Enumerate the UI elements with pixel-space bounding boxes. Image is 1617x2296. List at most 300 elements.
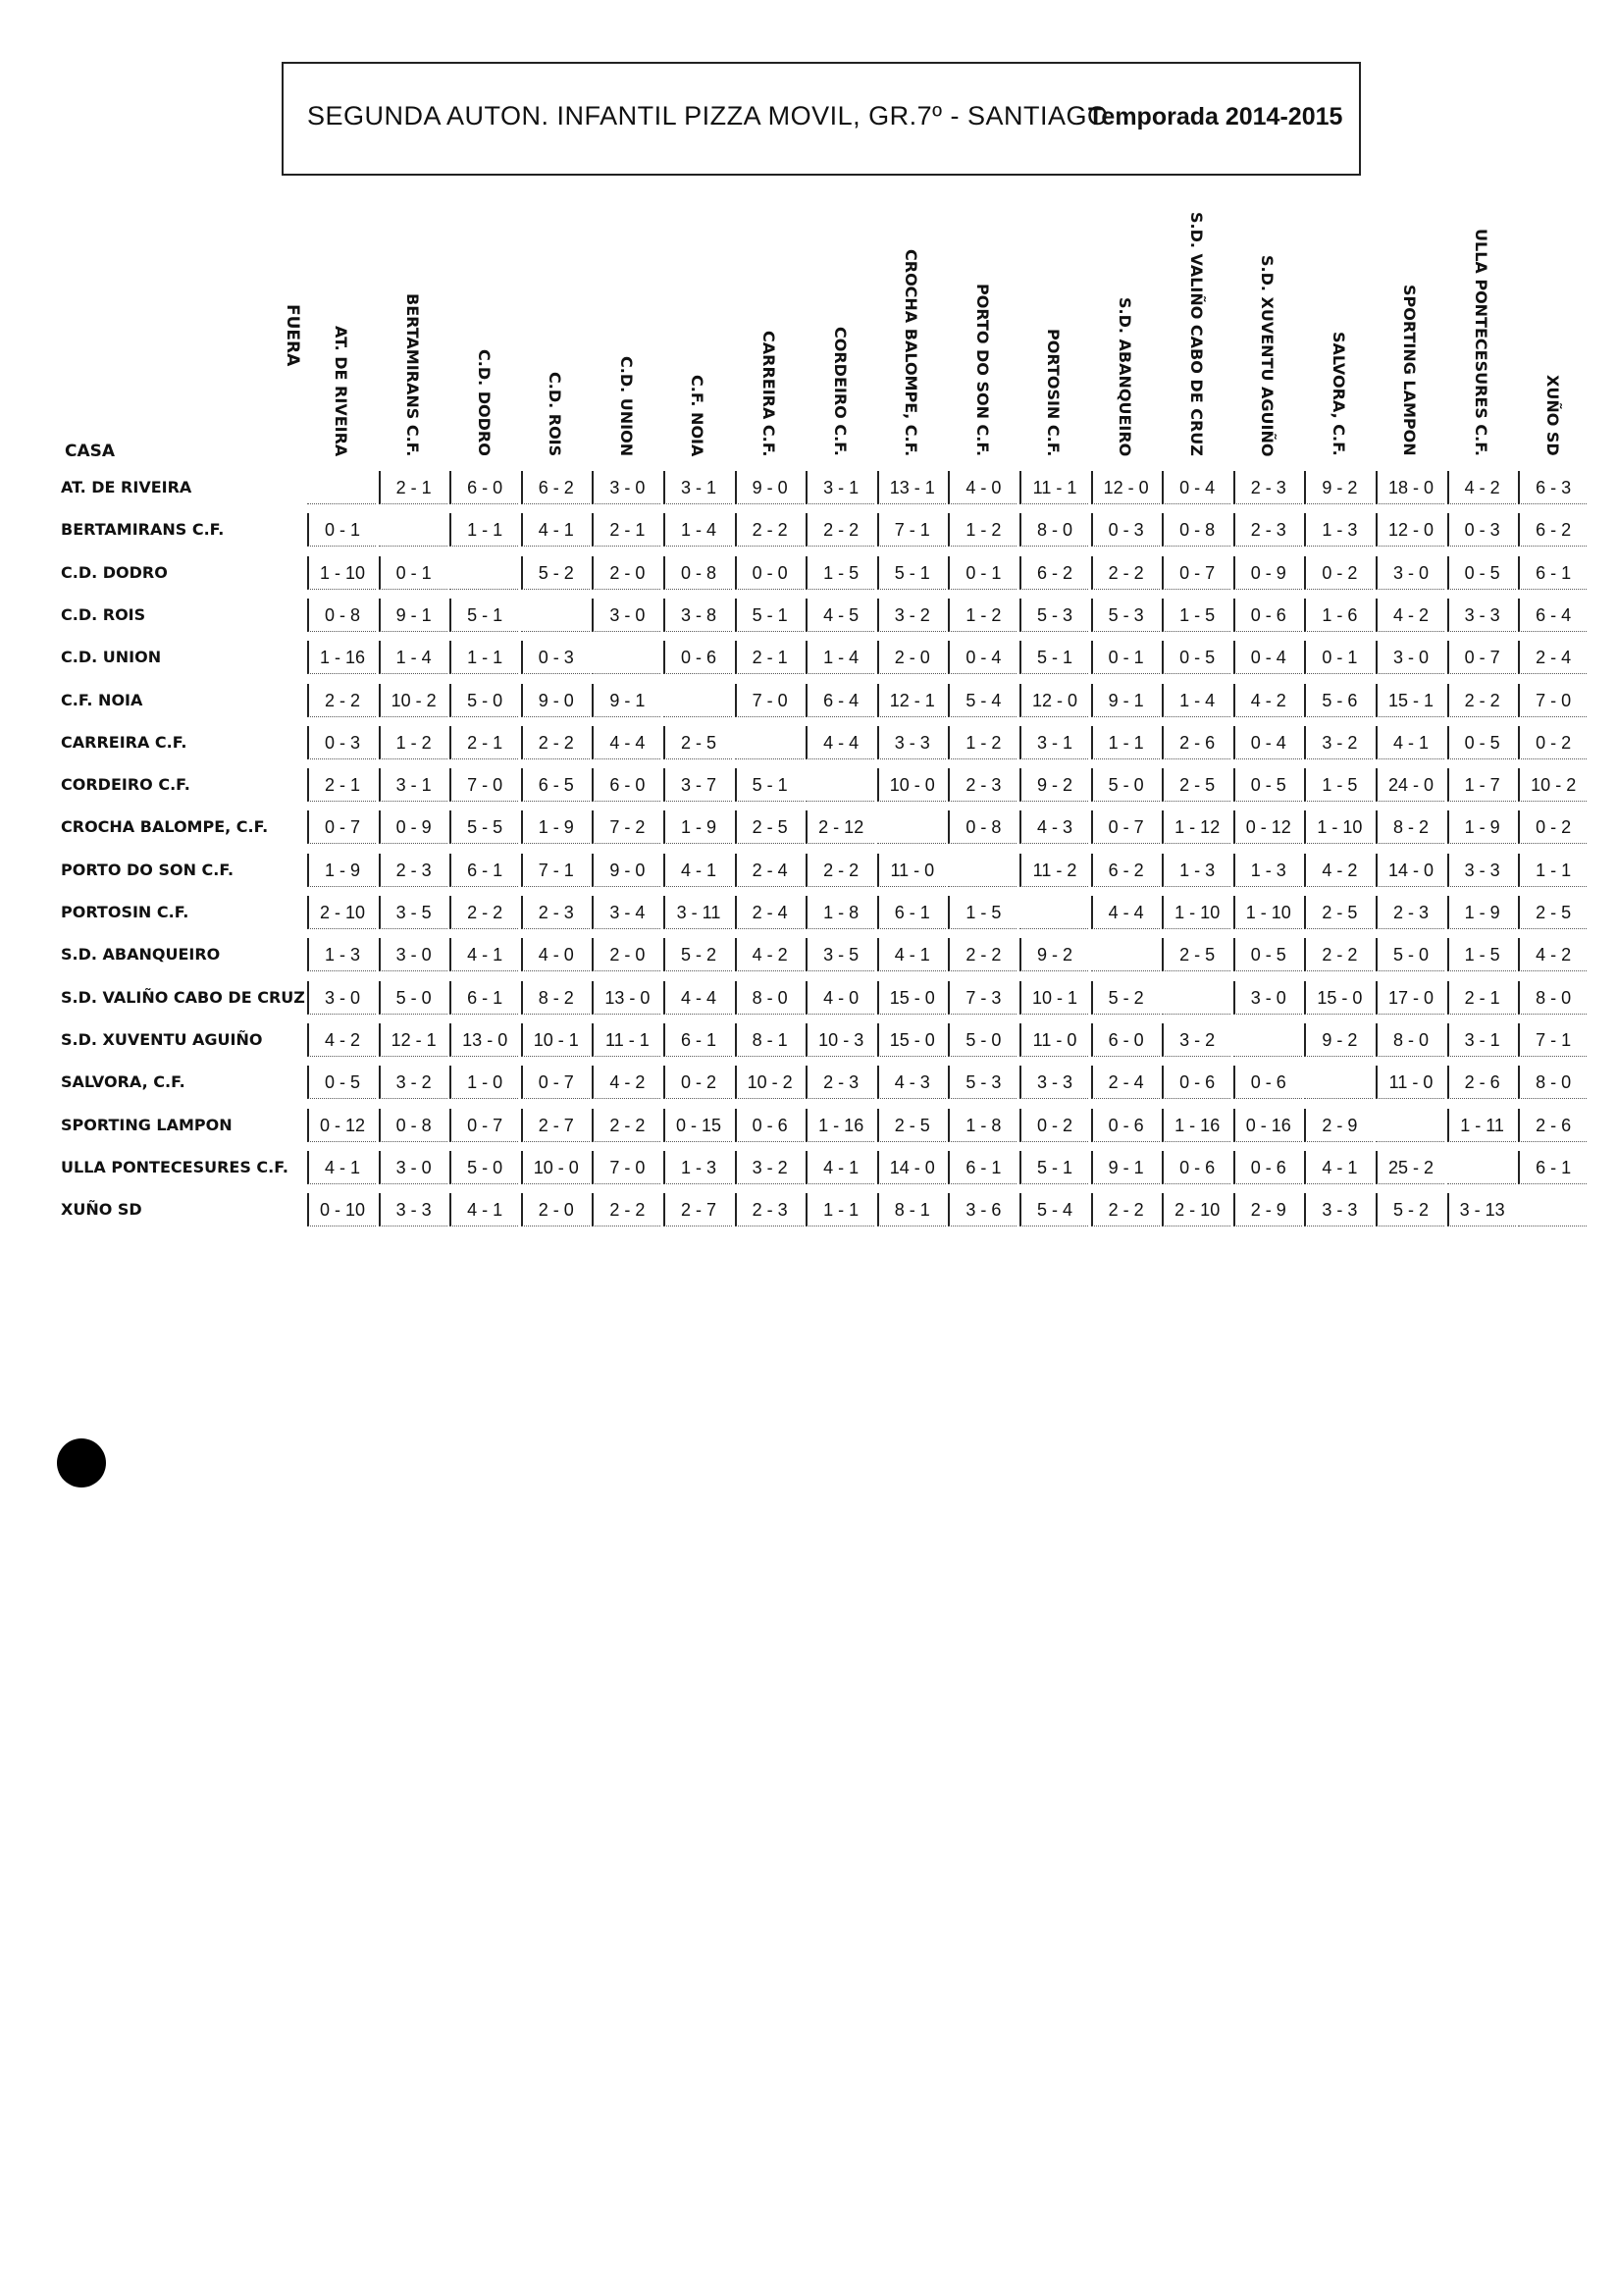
empty-cell (948, 854, 1017, 887)
result-cell: 7 - 3 (948, 981, 1017, 1015)
row-label: CARREIRA C.F. (61, 732, 187, 752)
result-cell: 24 - 0 (1376, 768, 1444, 802)
result-cell: 2 - 1 (1447, 981, 1516, 1015)
result-cell: 2 - 6 (1162, 726, 1230, 759)
result-cell: 4 - 1 (449, 1193, 518, 1226)
row-label: CROCHA BALOMPE, C.F. (61, 817, 269, 837)
result-cell: 9 - 1 (1091, 1151, 1160, 1184)
result-cell: 12 - 1 (877, 684, 946, 717)
column-header-label: S.D. ABANQUEIRO (1115, 296, 1134, 456)
result-cell: 0 - 8 (379, 1109, 447, 1142)
empty-cell (1162, 981, 1230, 1015)
row-label: CORDEIRO C.F. (61, 775, 190, 795)
result-cell: 6 - 1 (1518, 1151, 1587, 1184)
result-cell: 7 - 1 (521, 854, 590, 887)
result-cell: 4 - 3 (1019, 810, 1088, 844)
result-cell: 1 - 1 (449, 641, 518, 674)
result-cell: 6 - 1 (449, 981, 518, 1015)
result-cell: 4 - 2 (735, 938, 804, 971)
result-cell: 7 - 0 (449, 768, 518, 802)
away-axis-label (281, 304, 310, 402)
result-cell: 13 - 0 (592, 981, 660, 1015)
result-cell: 12 - 1 (379, 1023, 447, 1057)
result-cell: 0 - 12 (1233, 810, 1302, 844)
result-cell: 1 - 4 (1162, 684, 1230, 717)
result-cell: 18 - 0 (1376, 471, 1444, 504)
result-cell: 2 - 1 (379, 471, 447, 504)
result-cell: 2 - 5 (1304, 896, 1373, 929)
result-cell: 7 - 0 (735, 684, 804, 717)
empty-cell (1518, 1193, 1587, 1226)
result-cell: 2 - 12 (806, 810, 874, 844)
result-cell: 0 - 4 (1233, 641, 1302, 674)
result-cell: 1 - 2 (379, 726, 447, 759)
row-label: S.D. VALIÑO CABO DE CRUZ (61, 987, 305, 1007)
result-cell: 3 - 5 (806, 938, 874, 971)
result-cell: 1 - 5 (1447, 938, 1516, 971)
row-label: SPORTING LAMPON (61, 1115, 233, 1134)
result-cell: 2 - 3 (1376, 896, 1444, 929)
result-cell: 5 - 2 (521, 556, 590, 590)
column-header-label: AT. DE RIVEIRA (332, 325, 351, 456)
result-cell: 3 - 1 (1447, 1023, 1516, 1057)
result-cell: 0 - 3 (1447, 513, 1516, 547)
empty-cell (379, 513, 447, 547)
result-cell: 7 - 1 (1518, 1023, 1587, 1057)
result-cell: 1 - 3 (1304, 513, 1373, 547)
result-cell: 1 - 3 (1233, 854, 1302, 887)
result-cell: 0 - 7 (521, 1066, 590, 1099)
result-cell: 8 - 0 (1376, 1023, 1444, 1057)
page-title: SEGUNDA AUTON. INFANTIL PIZZA MOVIL, GR.7º - SANTIAGO (307, 101, 1109, 130)
result-cell: 0 - 2 (663, 1066, 732, 1099)
result-cell: 5 - 1 (1019, 641, 1088, 674)
result-cell: 2 - 5 (1162, 938, 1230, 971)
row-label: PORTOSIN C.F. (61, 903, 189, 921)
column-header-label: C.D. UNION (616, 355, 636, 456)
result-cell: 6 - 1 (1518, 556, 1587, 590)
row-label: C.D. DODRO (61, 562, 168, 582)
result-cell: 0 - 3 (307, 726, 376, 759)
result-cell: 2 - 7 (663, 1193, 732, 1226)
result-cell: 6 - 2 (521, 471, 590, 504)
result-cell: 0 - 7 (449, 1109, 518, 1142)
result-cell: 5 - 0 (449, 684, 518, 717)
result-cell: 2 - 3 (1233, 513, 1302, 547)
result-cell: 3 - 0 (379, 938, 447, 971)
result-cell: 9 - 0 (735, 471, 804, 504)
result-cell: 0 - 5 (1233, 938, 1302, 971)
result-cell: 6 - 5 (521, 768, 590, 802)
result-cell: 4 - 1 (877, 938, 946, 971)
result-cell: 3 - 5 (379, 896, 447, 929)
result-cell: 3 - 4 (592, 896, 660, 929)
result-cell: 7 - 2 (592, 810, 660, 844)
result-cell: 2 - 0 (592, 556, 660, 590)
result-cell: 2 - 2 (449, 896, 518, 929)
result-cell: 0 - 6 (663, 641, 732, 674)
result-cell: 5 - 3 (948, 1066, 1017, 1099)
result-cell: 0 - 7 (1447, 641, 1516, 674)
result-cell: 2 - 2 (592, 1193, 660, 1226)
result-cell: 5 - 2 (1091, 981, 1160, 1015)
row-label: AT. DE RIVEIRA (61, 478, 192, 496)
result-cell: 0 - 1 (1304, 641, 1373, 674)
column-header-label: SALVORA, C.F. (1329, 332, 1348, 456)
result-cell: 9 - 2 (1304, 1023, 1373, 1057)
result-cell: 11 - 0 (1019, 1023, 1088, 1057)
result-cell: 5 - 0 (1091, 768, 1160, 802)
result-cell: 0 - 8 (948, 810, 1017, 844)
result-cell: 2 - 7 (521, 1109, 590, 1142)
result-cell: 3 - 11 (663, 896, 732, 929)
result-cell: 13 - 1 (877, 471, 946, 504)
result-cell: 4 - 4 (663, 981, 732, 1015)
result-cell: 1 - 6 (1304, 599, 1373, 632)
result-cell: 4 - 2 (1304, 854, 1373, 887)
result-cell: 0 - 7 (1091, 810, 1160, 844)
result-cell: 2 - 4 (1091, 1066, 1160, 1099)
result-cell: 5 - 0 (449, 1151, 518, 1184)
result-cell: 1 - 2 (948, 726, 1017, 759)
result-cell: 1 - 10 (1304, 810, 1373, 844)
fuera-text: FUERA (283, 304, 302, 367)
result-cell: 10 - 3 (806, 1023, 874, 1057)
result-cell: 3 - 7 (663, 768, 732, 802)
result-cell: 1 - 4 (379, 641, 447, 674)
result-cell: 2 - 3 (1233, 471, 1302, 504)
result-cell: 8 - 0 (1518, 981, 1587, 1015)
result-cell: 2 - 10 (307, 896, 376, 929)
result-cell: 2 - 2 (1091, 1193, 1160, 1226)
column-header-label: C.F. NOIA (688, 374, 707, 456)
result-cell: 2 - 1 (735, 641, 804, 674)
result-cell: 2 - 2 (1091, 556, 1160, 590)
result-cell: 2 - 6 (1447, 1066, 1516, 1099)
result-cell: 6 - 1 (449, 854, 518, 887)
result-cell: 3 - 2 (1304, 726, 1373, 759)
result-cell: 0 - 2 (1518, 726, 1587, 759)
column-header-label: S.D. VALIÑO CABO DE CRUZ (1186, 212, 1206, 456)
result-cell: 6 - 0 (592, 768, 660, 802)
result-cell: 5 - 0 (379, 981, 447, 1015)
result-cell: 0 - 3 (1091, 513, 1160, 547)
result-cell: 1 - 10 (307, 556, 376, 590)
result-cell: 1 - 9 (307, 854, 376, 887)
column-header-label: C.D. ROIS (546, 371, 565, 456)
result-cell: 0 - 4 (1162, 471, 1230, 504)
result-cell: 6 - 4 (806, 684, 874, 717)
result-cell: 0 - 1 (1091, 641, 1160, 674)
result-cell: 5 - 6 (1304, 684, 1373, 717)
result-cell: 2 - 2 (307, 684, 376, 717)
result-cell: 0 - 9 (1233, 556, 1302, 590)
result-cell: 17 - 0 (1376, 981, 1444, 1015)
result-cell: 1 - 9 (521, 810, 590, 844)
result-cell: 10 - 2 (379, 684, 447, 717)
result-cell: 1 - 8 (806, 896, 874, 929)
result-cell: 1 - 9 (1447, 810, 1516, 844)
result-cell: 7 - 0 (592, 1151, 660, 1184)
result-cell: 9 - 0 (521, 684, 590, 717)
result-cell: 2 - 4 (735, 854, 804, 887)
column-header-label: ULLA PONTECESURES C.F. (1471, 229, 1490, 456)
result-cell: 9 - 1 (379, 599, 447, 632)
result-cell: 2 - 1 (592, 513, 660, 547)
column-header-label: PORTO DO SON C.F. (972, 283, 992, 456)
result-cell: 2 - 2 (735, 513, 804, 547)
result-cell: 1 - 1 (806, 1193, 874, 1226)
row-label: BERTAMIRANS C.F. (61, 520, 225, 540)
empty-cell (1233, 1023, 1302, 1057)
row-label: SALVORA, C.F. (61, 1072, 185, 1092)
result-cell: 15 - 0 (877, 1023, 946, 1057)
empty-cell (877, 810, 946, 844)
result-cell: 3 - 3 (379, 1193, 447, 1226)
column-header-label: SPORTING LAMPON (1400, 285, 1420, 456)
result-cell: 1 - 3 (307, 938, 376, 971)
result-cell: 1 - 12 (1162, 810, 1230, 844)
result-cell: 5 - 1 (449, 599, 518, 632)
result-cell: 10 - 2 (1518, 768, 1587, 802)
result-cell: 3 - 3 (1447, 599, 1516, 632)
result-cell: 3 - 0 (1376, 556, 1444, 590)
row-label: ULLA PONTECESURES C.F. (61, 1157, 288, 1176)
result-cell: 3 - 0 (379, 1151, 447, 1184)
result-cell: 2 - 0 (521, 1193, 590, 1226)
result-cell: 1 - 3 (663, 1151, 732, 1184)
result-cell: 3 - 1 (806, 471, 874, 504)
result-cell: 5 - 0 (1376, 938, 1444, 971)
result-cell: 4 - 1 (806, 1151, 874, 1184)
result-cell: 0 - 8 (663, 556, 732, 590)
result-cell: 0 - 4 (1233, 726, 1302, 759)
result-cell: 8 - 2 (521, 981, 590, 1015)
result-cell: 6 - 2 (1091, 854, 1160, 887)
result-cell: 5 - 1 (735, 599, 804, 632)
result-cell: 3 - 0 (1376, 641, 1444, 674)
result-cell: 10 - 2 (735, 1066, 804, 1099)
result-cell: 9 - 1 (1091, 684, 1160, 717)
result-cell: 4 - 1 (663, 854, 732, 887)
result-cell: 2 - 5 (877, 1109, 946, 1142)
result-cell: 0 - 5 (307, 1066, 376, 1099)
result-cell: 1 - 7 (1447, 768, 1516, 802)
result-cell: 0 - 3 (521, 641, 590, 674)
result-cell: 9 - 2 (1019, 768, 1088, 802)
result-cell: 0 - 1 (379, 556, 447, 590)
result-cell: 3 - 13 (1447, 1193, 1516, 1226)
result-cell: 1 - 9 (1447, 896, 1516, 929)
result-cell: 5 - 1 (877, 556, 946, 590)
result-cell: 6 - 1 (877, 896, 946, 929)
result-cell: 4 - 2 (592, 1066, 660, 1099)
empty-cell (735, 726, 804, 759)
result-cell: 7 - 0 (1518, 684, 1587, 717)
result-cell: 25 - 2 (1376, 1151, 1444, 1184)
result-cell: 0 - 6 (1162, 1151, 1230, 1184)
result-cell: 1 - 9 (663, 810, 732, 844)
result-cell: 2 - 3 (735, 1193, 804, 1226)
result-cell: 2 - 2 (592, 1109, 660, 1142)
result-cell: 5 - 3 (1091, 599, 1160, 632)
result-cell: 0 - 8 (1162, 513, 1230, 547)
result-cell: 12 - 0 (1091, 471, 1160, 504)
result-cell: 0 - 4 (948, 641, 1017, 674)
result-cell: 2 - 10 (1162, 1193, 1230, 1226)
result-cell: 4 - 4 (592, 726, 660, 759)
result-cell: 4 - 2 (1376, 599, 1444, 632)
result-cell: 14 - 0 (1376, 854, 1444, 887)
result-cell: 1 - 1 (1518, 854, 1587, 887)
empty-cell (307, 471, 376, 504)
result-cell: 4 - 4 (1091, 896, 1160, 929)
result-cell: 2 - 0 (877, 641, 946, 674)
result-cell: 0 - 2 (1019, 1109, 1088, 1142)
result-cell: 2 - 2 (806, 513, 874, 547)
title-box (282, 62, 1361, 176)
result-cell: 3 - 3 (1447, 854, 1516, 887)
result-cell: 0 - 2 (1304, 556, 1373, 590)
result-cell: 0 - 5 (1162, 641, 1230, 674)
punch-hole (57, 1438, 106, 1487)
empty-cell (663, 684, 732, 717)
result-cell: 0 - 6 (735, 1109, 804, 1142)
result-cell: 8 - 1 (735, 1023, 804, 1057)
result-cell: 2 - 5 (663, 726, 732, 759)
result-cell: 10 - 0 (521, 1151, 590, 1184)
result-cell: 3 - 1 (379, 768, 447, 802)
result-cell: 5 - 1 (1019, 1151, 1088, 1184)
result-cell: 0 - 7 (1162, 556, 1230, 590)
result-cell: 2 - 2 (521, 726, 590, 759)
result-cell: 11 - 0 (877, 854, 946, 887)
column-header-label: XUÑO SD (1542, 375, 1562, 456)
result-cell: 12 - 0 (1019, 684, 1088, 717)
result-cell: 11 - 1 (1019, 471, 1088, 504)
result-cell: 1 - 1 (449, 513, 518, 547)
result-cell: 0 - 1 (307, 513, 376, 547)
empty-cell (449, 556, 518, 590)
result-cell: 9 - 0 (592, 854, 660, 887)
result-cell: 2 - 9 (1233, 1193, 1302, 1226)
row-label: S.D. ABANQUEIRO (61, 945, 221, 965)
result-cell: 11 - 2 (1019, 854, 1088, 887)
result-cell: 1 - 8 (948, 1109, 1017, 1142)
result-cell: 5 - 3 (1019, 599, 1088, 632)
empty-cell (806, 768, 874, 802)
result-cell: 13 - 0 (449, 1023, 518, 1057)
result-cell: 8 - 2 (1376, 810, 1444, 844)
result-cell: 5 - 4 (1019, 1193, 1088, 1226)
result-cell: 2 - 2 (1447, 684, 1516, 717)
result-cell: 5 - 4 (948, 684, 1017, 717)
result-cell: 0 - 16 (1233, 1109, 1302, 1142)
result-cell: 2 - 3 (806, 1066, 874, 1099)
result-cell: 1 - 0 (449, 1066, 518, 1099)
result-cell: 8 - 1 (877, 1193, 946, 1226)
result-cell: 0 - 6 (1233, 599, 1302, 632)
result-cell: 8 - 0 (1518, 1066, 1587, 1099)
result-cell: 7 - 1 (877, 513, 946, 547)
result-cell: 5 - 1 (735, 768, 804, 802)
row-label: S.D. XUVENTU AGUIÑO (61, 1029, 263, 1049)
result-cell: 2 - 1 (449, 726, 518, 759)
result-cell: 1 - 11 (1447, 1109, 1516, 1142)
result-cell: 2 - 6 (1518, 1109, 1587, 1142)
result-cell: 0 - 6 (1091, 1109, 1160, 1142)
result-cell: 15 - 0 (877, 981, 946, 1015)
result-cell: 2 - 1 (307, 768, 376, 802)
row-label: XUÑO SD (61, 1200, 142, 1220)
result-cell: 6 - 2 (1019, 556, 1088, 590)
result-cell: 4 - 3 (877, 1066, 946, 1099)
result-cell: 10 - 0 (877, 768, 946, 802)
result-cell: 6 - 3 (1518, 471, 1587, 504)
result-cell: 0 - 8 (307, 599, 376, 632)
result-cell: 3 - 3 (1019, 1066, 1088, 1099)
result-cell: 8 - 0 (735, 981, 804, 1015)
result-cell: 3 - 8 (663, 599, 732, 632)
result-cell: 5 - 5 (449, 810, 518, 844)
result-cell: 4 - 5 (806, 599, 874, 632)
result-cell: 2 - 3 (379, 854, 447, 887)
result-cell: 0 - 5 (1447, 726, 1516, 759)
result-cell: 15 - 0 (1304, 981, 1373, 1015)
result-cell: 0 - 1 (948, 556, 1017, 590)
result-cell: 2 - 4 (1518, 641, 1587, 674)
result-cell: 1 - 1 (1091, 726, 1160, 759)
result-cell: 6 - 0 (1091, 1023, 1160, 1057)
row-label: PORTO DO SON C.F. (61, 860, 235, 879)
result-cell: 1 - 16 (307, 641, 376, 674)
result-cell: 2 - 4 (735, 896, 804, 929)
result-cell: 0 - 9 (379, 810, 447, 844)
result-cell: 3 - 0 (592, 599, 660, 632)
empty-cell (592, 641, 660, 674)
result-cell: 8 - 0 (1019, 513, 1088, 547)
result-cell: 3 - 3 (877, 726, 946, 759)
empty-cell (521, 599, 590, 632)
result-cell: 3 - 1 (663, 471, 732, 504)
result-cell: 1 - 2 (948, 513, 1017, 547)
result-cell: 2 - 2 (806, 854, 874, 887)
result-cell: 4 - 2 (1447, 471, 1516, 504)
result-cell: 0 - 6 (1162, 1066, 1230, 1099)
result-cell: 12 - 0 (1376, 513, 1444, 547)
result-cell: 2 - 5 (735, 810, 804, 844)
column-header-label: CROCHA BALOMPE, C.F. (902, 248, 921, 456)
result-cell: 4 - 0 (521, 938, 590, 971)
result-cell: 0 - 2 (1518, 810, 1587, 844)
row-label: C.D. UNION (61, 648, 162, 667)
result-cell: 0 - 5 (1447, 556, 1516, 590)
result-cell: 3 - 2 (1162, 1023, 1230, 1057)
row-label: C.F. NOIA (61, 690, 143, 709)
result-cell: 1 - 5 (806, 556, 874, 590)
column-header-label: CORDEIRO C.F. (830, 327, 850, 456)
result-cell: 5 - 2 (663, 938, 732, 971)
result-cell: 5 - 2 (1376, 1193, 1444, 1226)
result-cell: 2 - 3 (948, 768, 1017, 802)
result-cell: 1 - 10 (1162, 896, 1230, 929)
column-header-label: S.D. XUVENTU AGUIÑO (1258, 254, 1278, 456)
result-cell: 0 - 5 (1233, 768, 1302, 802)
result-cell: 2 - 5 (1162, 768, 1230, 802)
result-cell: 11 - 0 (1376, 1066, 1444, 1099)
result-cell: 10 - 1 (1019, 981, 1088, 1015)
result-cell: 1 - 5 (1162, 599, 1230, 632)
